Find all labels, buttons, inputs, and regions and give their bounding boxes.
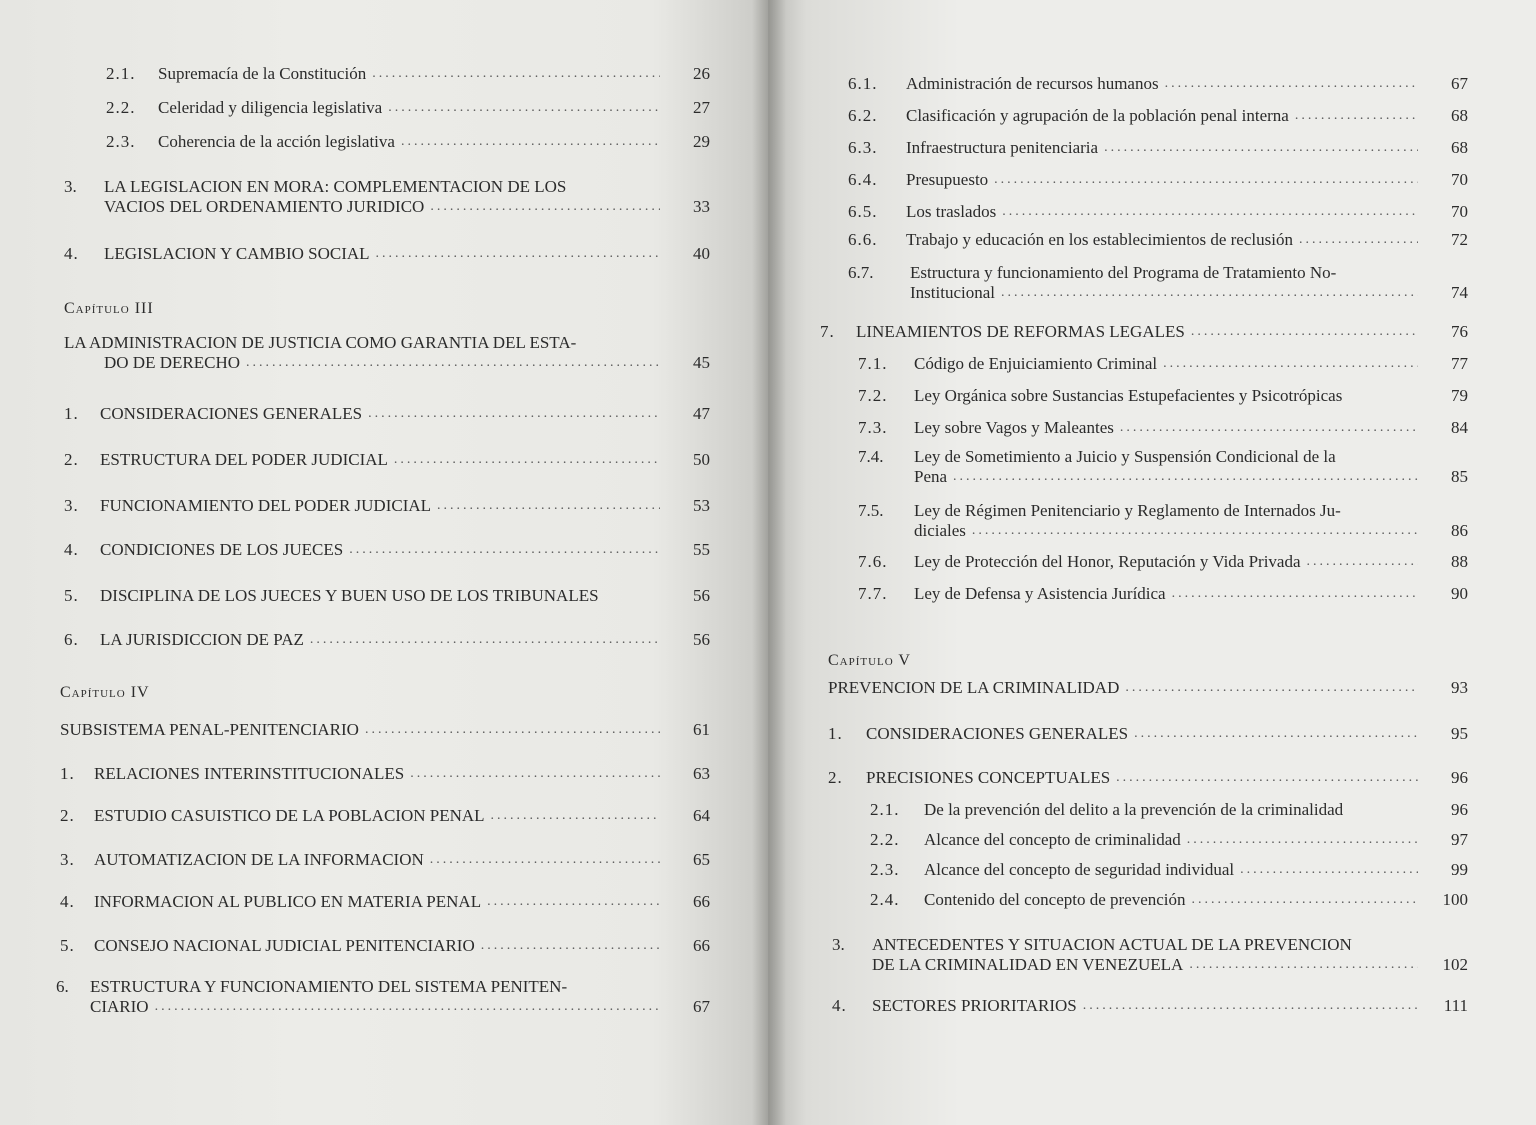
- entry-number: 3.: [60, 850, 75, 869]
- toc-entry: [858, 584, 1468, 604]
- entry-page: 33: [693, 197, 710, 216]
- toc-entry: [60, 806, 710, 826]
- entry-page: 88: [1451, 552, 1468, 571]
- entry-title: Administración de recursos humanos: [906, 74, 1159, 93]
- entry-title-line1: Ley de Régimen Penitenciario y Reglamento de Internados Ju-: [914, 501, 1341, 520]
- entry-number: 1.: [64, 404, 79, 423]
- leader-dots: [1104, 138, 1418, 158]
- leader-dots: [246, 353, 660, 373]
- toc-entry: [60, 892, 710, 912]
- toc-entry: [60, 936, 710, 956]
- chapter-page: 61: [693, 720, 710, 739]
- leader-dots: [1240, 860, 1418, 880]
- entry-page: 95: [1451, 724, 1468, 743]
- entry-number: 7.5.: [858, 501, 884, 520]
- entry-title: Ley Orgánica sobre Sustancias Estupefacientes y Psicotrópicas: [914, 386, 1343, 405]
- toc-entry: [64, 540, 710, 560]
- toc-entry: [870, 860, 1468, 880]
- leader-dots: [430, 850, 660, 870]
- entry-number: 2.2.: [106, 98, 136, 117]
- entry-title: Alcance del concepto de criminalidad: [924, 830, 1181, 849]
- entry-number: 5.: [60, 936, 75, 955]
- leader-dots: [1116, 768, 1418, 788]
- leader-dots: [310, 630, 660, 650]
- leader-dots: [365, 720, 660, 740]
- leader-dots: [155, 997, 660, 1017]
- entry-page: 97: [1451, 830, 1468, 849]
- entry-page: 96: [1451, 768, 1468, 787]
- entry-title-line2: Institucional: [910, 283, 995, 302]
- entry-page: 100: [1442, 890, 1468, 909]
- entry-number: 7.3.: [858, 418, 888, 437]
- toc-entry: [848, 138, 1468, 158]
- entry-page: 96: [1451, 800, 1468, 819]
- entry-page: 40: [693, 244, 710, 263]
- entry-number: 4.: [60, 892, 75, 911]
- leader-dots: [491, 806, 660, 826]
- chapter-title: [60, 720, 710, 740]
- entry-title: Ley de Protección del Honor, Reputación y Vida Privada: [914, 552, 1301, 571]
- entry-title-line2: diciales: [914, 521, 966, 540]
- entry-number: 2.4.: [870, 890, 900, 909]
- leader-dots: [1125, 678, 1418, 698]
- entry-page: 64: [693, 806, 710, 825]
- toc-entry: [858, 386, 1468, 406]
- entry-page: 29: [693, 132, 710, 151]
- chapter-title-text: PREVENCION DE LA CRIMINALIDAD: [828, 678, 1120, 697]
- entry-number: 6.6.: [848, 230, 878, 249]
- leader-dots: [1165, 74, 1418, 94]
- leader-dots: [1163, 354, 1418, 374]
- entry-page: 68: [1451, 138, 1468, 157]
- leader-dots: [1189, 955, 1418, 975]
- leader-dots: [1083, 996, 1418, 1016]
- toc-entry: [828, 724, 1468, 744]
- chapter-title-line1: LA ADMINISTRACION DE JUSTICIA COMO GARANTIA DEL ESTA-: [64, 333, 577, 352]
- chapter-page: 45: [693, 353, 710, 372]
- toc-entry: [64, 450, 710, 470]
- entry-page: 53: [693, 496, 710, 515]
- entry-title: SECTORES PRIORITARIOS: [872, 996, 1077, 1015]
- leader-dots: [372, 64, 660, 84]
- entry-number: 4.: [64, 244, 79, 263]
- entry-number: 7.: [820, 322, 835, 341]
- entry-page: 76: [1451, 322, 1468, 341]
- entry-number: 5.: [64, 586, 79, 605]
- entry-title: LA JURISDICCION DE PAZ: [100, 630, 304, 649]
- entry-number: 7.4.: [858, 447, 884, 466]
- entry-page: 26: [693, 64, 710, 83]
- leader-dots: [349, 540, 660, 560]
- entry-title: Contenido del concepto de prevención: [924, 890, 1186, 909]
- entry-number: 4.: [64, 540, 79, 559]
- leader-dots: [1295, 106, 1418, 126]
- entry-title: Código de Enjuiciamiento Criminal: [914, 354, 1158, 373]
- leader-dots: [437, 496, 660, 516]
- leader-dots: [376, 244, 660, 264]
- entry-title-line1: LA LEGISLACION EN MORA: COMPLEMENTACION DE LOS: [104, 177, 567, 196]
- toc-entry: [64, 404, 710, 424]
- entry-number: 3.: [64, 177, 77, 196]
- entry-number: 6.1.: [848, 74, 878, 93]
- chapter-label: Capítulo IV: [60, 684, 150, 701]
- entry-title: Infraestructura penitenciaria: [906, 138, 1099, 157]
- entry-page: 66: [693, 936, 710, 955]
- entry-title: Alcance del concepto de seguridad individual: [924, 860, 1235, 879]
- toc-entry-multiline: [848, 262, 1468, 303]
- toc-entry: [858, 354, 1468, 374]
- entry-title-line2: CIARIO: [90, 997, 149, 1016]
- entry-number: 2.1.: [870, 800, 900, 819]
- chapter-title: [828, 678, 1468, 698]
- leader-dots: [388, 98, 660, 118]
- toc-entry: [848, 106, 1468, 126]
- toc-entry-multiline: [858, 500, 1468, 541]
- entry-page: 99: [1451, 860, 1468, 879]
- leader-dots: [430, 197, 660, 217]
- entry-page: 63: [693, 764, 710, 783]
- toc-entry: [64, 244, 710, 264]
- entry-page: 111: [1443, 996, 1468, 1015]
- toc-entry: [64, 586, 710, 606]
- leader-dots: [1307, 552, 1418, 572]
- entry-number: 4.: [832, 996, 847, 1015]
- entry-title: DISCIPLINA DE LOS JUECES Y BUEN USO DE LOS TRIBUNALES: [100, 586, 599, 605]
- entry-title: CONSIDERACIONES GENERALES: [100, 404, 363, 423]
- entry-page: 27: [693, 98, 710, 117]
- chapter-page: 93: [1451, 678, 1468, 697]
- toc-entry: [858, 552, 1468, 572]
- toc-entry: [832, 996, 1468, 1016]
- entry-title: ESTRUCTURA DEL PODER JUDICIAL: [100, 450, 388, 469]
- chapter-title: [64, 332, 710, 373]
- entry-page: 84: [1451, 418, 1468, 437]
- toc-entry: [60, 850, 710, 870]
- entry-number: 2.1.: [106, 64, 136, 83]
- entry-title: Ley sobre Vagos y Maleantes: [914, 418, 1114, 437]
- entry-title: CONSEJO NACIONAL JUDICIAL PENITENCIARIO: [94, 936, 475, 955]
- entry-title: Coherencia de la acción legislativa: [158, 132, 395, 151]
- entry-title: Celeridad y diligencia legislativa: [158, 98, 383, 117]
- entry-title-line2: VACIOS DEL ORDENAMIENTO JURIDICO: [104, 197, 425, 216]
- toc-entry: [820, 322, 1468, 342]
- entry-number: 2.: [60, 806, 75, 825]
- entry-page: 67: [693, 997, 710, 1016]
- entry-number: 6.2.: [848, 106, 878, 125]
- leader-dots: [1120, 418, 1418, 438]
- chapter-title-text: SUBSISTEMA PENAL-PENITENCIARIO: [60, 720, 359, 739]
- entry-title: ESTUDIO CASUISTICO DE LA POBLACION PENAL: [94, 806, 485, 825]
- entry-title: INFORMACION AL PUBLICO EN MATERIA PENAL: [94, 892, 482, 911]
- entry-page: 102: [1442, 955, 1468, 974]
- entry-number: 6.5.: [848, 202, 878, 221]
- entry-number: 7.2.: [858, 386, 888, 405]
- toc-entry: [858, 418, 1468, 438]
- entry-title: CONDICIONES DE LOS JUECES: [100, 540, 344, 559]
- leader-dots: [368, 404, 660, 424]
- entry-page: 66: [693, 892, 710, 911]
- entry-page: 70: [1451, 202, 1468, 221]
- entry-number: 2.2.: [870, 830, 900, 849]
- leader-dots: [1001, 283, 1418, 303]
- entry-title: Clasificación y agrupación de la población penal interna: [906, 106, 1289, 125]
- toc-entry: [106, 64, 710, 84]
- entry-page: 50: [693, 450, 710, 469]
- toc-entry-multiline: [832, 934, 1468, 975]
- toc-entry: [64, 496, 710, 516]
- entry-number: 7.1.: [858, 354, 888, 373]
- leader-dots: [953, 467, 1418, 487]
- entry-page: 68: [1451, 106, 1468, 125]
- chapter-label: Capítulo V: [828, 652, 911, 669]
- entry-title: LINEAMIENTOS DE REFORMAS LEGALES: [856, 322, 1185, 341]
- entry-page: 79: [1451, 386, 1468, 405]
- right-page: [768, 0, 1536, 1125]
- entry-title-line1: Ley de Sometimiento a Juicio y Suspensión Condicional de la: [914, 447, 1336, 466]
- toc-entry: [848, 170, 1468, 190]
- entry-page: 47: [693, 404, 710, 423]
- entry-number: 6.: [64, 630, 79, 649]
- toc-entry: [870, 890, 1468, 910]
- leader-dots: [1191, 322, 1418, 342]
- entry-title: Presupuesto: [906, 170, 989, 189]
- entry-page: 86: [1451, 521, 1468, 540]
- toc-entry: [848, 74, 1468, 94]
- entry-number: 6.: [56, 977, 69, 996]
- toc-entry-multiline: [858, 446, 1468, 487]
- leader-dots: [1134, 724, 1418, 744]
- leader-dots: [1192, 890, 1418, 910]
- leader-dots: [994, 170, 1418, 190]
- leader-dots: [1299, 230, 1418, 250]
- entry-page: 85: [1451, 467, 1468, 486]
- book-gutter: [752, 0, 786, 1125]
- entry-title: PRECISIONES CONCEPTUALES: [866, 768, 1111, 787]
- leader-dots: [487, 892, 660, 912]
- entry-number: 1.: [828, 724, 843, 743]
- toc-entry: [60, 764, 710, 784]
- entry-title: LEGISLACION Y CAMBIO SOCIAL: [104, 244, 370, 263]
- entry-title: RELACIONES INTERINSTITUCIONALES: [94, 764, 405, 783]
- entry-page: 72: [1451, 230, 1468, 249]
- leader-dots: [410, 764, 660, 784]
- toc-entry: [64, 630, 710, 650]
- entry-number: 2.3.: [870, 860, 900, 879]
- entry-number: 7.6.: [858, 552, 888, 571]
- entry-number: 2.: [828, 768, 843, 787]
- entry-number: 6.7.: [848, 263, 874, 282]
- entry-number: 3.: [64, 496, 79, 515]
- leader-dots: [1172, 584, 1418, 604]
- toc-entry-multiline: [56, 976, 710, 1017]
- entry-title-line2: Pena: [914, 467, 948, 486]
- entry-number: 6.3.: [848, 138, 878, 157]
- entry-number: 6.4.: [848, 170, 878, 189]
- chapter-label: Capítulo III: [64, 300, 154, 317]
- chapter-title-line2: DO DE DERECHO: [104, 353, 240, 372]
- entry-title: De la prevención del delito a la prevención de la criminalidad: [924, 800, 1344, 819]
- entry-page: 74: [1451, 283, 1468, 302]
- entry-page: 65: [693, 850, 710, 869]
- toc-entry: [848, 230, 1468, 250]
- entry-title: Ley de Defensa y Asistencia Jurídica: [914, 584, 1166, 603]
- entry-number: 1.: [60, 764, 75, 783]
- entry-title-line2: DE LA CRIMINALIDAD EN VENEZUELA: [872, 955, 1184, 974]
- entry-number: 2.: [64, 450, 79, 469]
- leader-dots: [481, 936, 660, 956]
- toc-entry: [106, 98, 710, 118]
- leader-dots: [1002, 202, 1418, 222]
- entry-title-line1: ESTRUCTURA Y FUNCIONAMIENTO DEL SISTEMA PENITEN-: [90, 977, 568, 996]
- entry-title-line1: Estructura y funcionamiento del Programa de Tratamiento No-: [910, 263, 1337, 282]
- toc-entry: [106, 132, 710, 152]
- toc-entry: [870, 830, 1468, 850]
- entry-number: 7.7.: [858, 584, 888, 603]
- entry-title: Los traslados: [906, 202, 997, 221]
- leader-dots: [972, 521, 1418, 541]
- toc-entry: [870, 800, 1468, 820]
- entry-title-line1: ANTECEDENTES Y SITUACION ACTUAL DE LA PREVENCION: [872, 935, 1352, 954]
- leader-dots: [394, 450, 660, 470]
- entry-title: FUNCIONAMIENTO DEL PODER JUDICIAL: [100, 496, 432, 515]
- entry-page: 67: [1451, 74, 1468, 93]
- entry-page: 56: [693, 586, 710, 605]
- entry-page: 90: [1451, 584, 1468, 603]
- entry-page: 56: [693, 630, 710, 649]
- toc-entry-multiline: [64, 176, 710, 217]
- leader-dots: [401, 132, 660, 152]
- toc-entry: [828, 768, 1468, 788]
- toc-entry: [848, 202, 1468, 222]
- entry-page: 70: [1451, 170, 1468, 189]
- entry-number: 2.3.: [106, 132, 136, 151]
- entry-title: Trabajo y educación en los establecimientos de reclusión: [906, 230, 1293, 249]
- entry-title: CONSIDERACIONES GENERALES: [866, 724, 1129, 743]
- entry-page: 55: [693, 540, 710, 559]
- entry-title: AUTOMATIZACION DE LA INFORMACION: [94, 850, 424, 869]
- entry-number: 3.: [832, 935, 845, 954]
- entry-page: 77: [1451, 354, 1468, 373]
- leader-dots: [1187, 830, 1418, 850]
- entry-title: Supremacía de la Constitución: [158, 64, 367, 83]
